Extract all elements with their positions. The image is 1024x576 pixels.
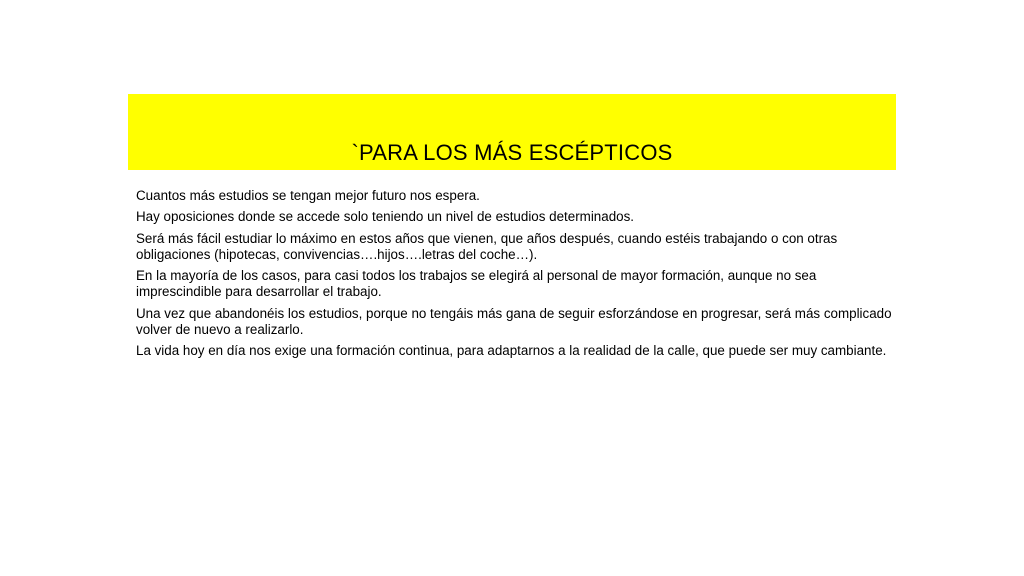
slide-title: `PARA LOS MÁS ESCÉPTICOS <box>351 140 673 165</box>
paragraph: Hay oposiciones donde se accede solo teniendo un nivel de estudios determinados. <box>136 209 635 225</box>
paragraph: Cuantos más estudios se tengan mejor futuro nos espera. <box>136 188 480 203</box>
title-band <box>128 94 896 170</box>
paragraph: La vida hoy en día nos exige una formación continua, para adaptarnos a la realidad de la calle, que puede ser muy cambiante. <box>136 343 887 359</box>
paragraph: Será más fácil estudiar lo máximo en estos años que vienen, que años después, cuando estéis trabajando o con otras obligaciones (hipotecas, convivencias….hijos….letras del coche…). <box>136 230 838 262</box>
slide-body <box>136 188 896 365</box>
paragraph: En la mayoría de los casos, para casi todos los trabajos se elegirá al personal de mayor formación, aunque no sea imprescindible para desarrollar el trabajo. <box>136 268 817 300</box>
paragraph: Una vez que abandonéis los estudios, porque no tengáis más gana de seguir esforzándose en progresar, será más complicado volver de nuevo a realizarlo. <box>136 305 892 338</box>
